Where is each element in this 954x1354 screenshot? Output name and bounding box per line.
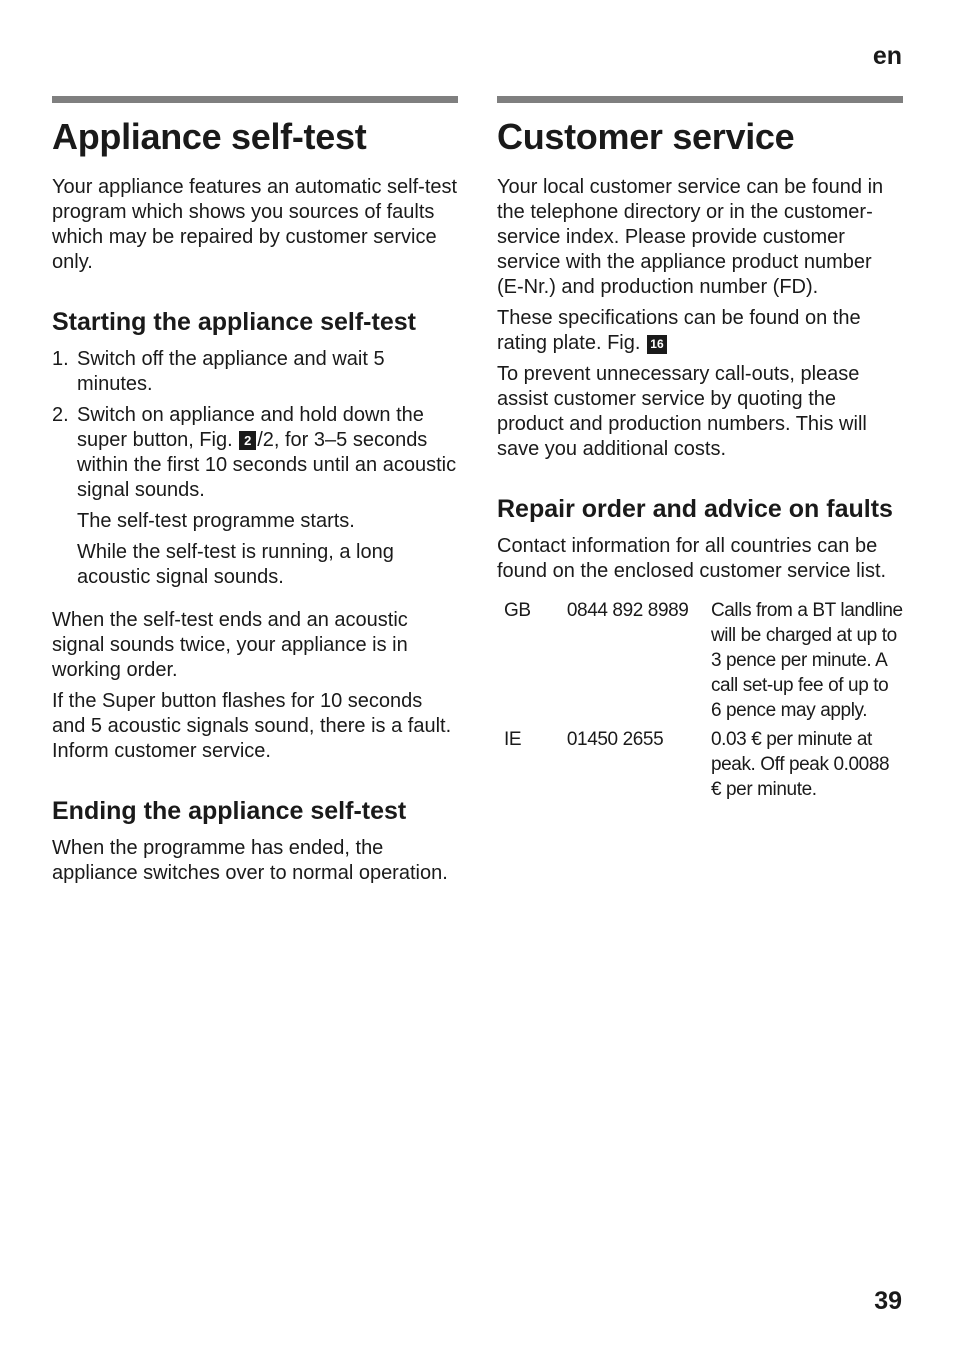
page-number: 39 <box>874 1287 902 1315</box>
step-text: Switch off the appliance and wait 5 minutes. <box>77 348 385 395</box>
step-result: The self-test programme starts. <box>77 510 355 532</box>
figure-number-badge: 16 <box>647 335 667 354</box>
language-code: en <box>872 42 902 70</box>
phone-number: 01450 2655 <box>566 729 664 750</box>
ending-text: When the programme has ended, the appliance switches over to normal operation. <box>52 837 448 884</box>
call-cost-note: Calls from a BT landline will be charged at up to 3 pence per minute. A call set-up fee of up to 6 pence may apply. <box>710 600 903 721</box>
section-rule <box>52 96 458 103</box>
repair-text: Contact information for all countries can be found on the enclosed customer service list. <box>497 535 887 582</box>
rating-plate-text: These specifications can be found on the rating plate. Fig. <box>497 307 861 354</box>
working-order-text: When the self-test ends and an acoustic signal sounds twice, your appliance is in working order. <box>52 609 408 681</box>
list-item <box>52 347 458 397</box>
fault-text: If the Super button flashes for 10 seconds and 5 acoustic signals sound, there is a fault. Inform customer service. <box>52 690 452 762</box>
list-item <box>52 403 458 503</box>
step-number: 2. <box>52 404 69 426</box>
table-row <box>497 727 903 806</box>
start-steps-list <box>52 347 458 503</box>
heading-ending-self-test: Ending the appliance self-test <box>52 797 407 825</box>
country-code: GB <box>504 600 531 621</box>
heading-starting-self-test: Starting the appliance self-test <box>52 308 416 336</box>
step-text: Switch on appliance and hold down the super button, Fig. <box>77 404 424 451</box>
section-title-customer-service: Customer service <box>497 116 795 157</box>
customer-service-section <box>497 96 903 806</box>
phone-number: 0844 892 8989 <box>566 600 689 621</box>
country-code: IE <box>504 729 522 750</box>
table-row <box>497 598 903 727</box>
step-result: While the self-test is running, a long acoustic signal sounds. <box>77 541 394 588</box>
section-rule <box>497 96 903 103</box>
rating-plate-para <box>497 306 903 356</box>
self-test-intro: Your appliance features an automatic self-test program which shows you sources of faults which may be repaired by customer service only. <box>52 176 458 273</box>
heading-repair-order: Repair order and advice on faults <box>497 495 893 523</box>
step-text-continued: /2, for 3–5 seconds within the first 10 seconds until an acoustic signal sounds. <box>77 429 457 501</box>
call-outs-para: To prevent unnecessary call-outs, please assist customer service by quoting the product and production numbers. This will save you additional costs. <box>497 363 867 460</box>
customer-service-para: Your local customer service can be found in the telephone directory or in the customer-service index. Please provide customer service with the appliance product number (E-Nr.) and production number (FD). <box>497 176 884 298</box>
step-number: 1. <box>52 348 69 370</box>
figure-number-badge: 2 <box>239 431 256 450</box>
call-cost-note: 0.03 € per minute at peak. Off peak 0.0088 € per minute. <box>710 729 890 800</box>
self-test-section <box>52 96 458 892</box>
contact-table <box>497 598 903 806</box>
section-title-self-test: Appliance self-test <box>52 116 367 157</box>
